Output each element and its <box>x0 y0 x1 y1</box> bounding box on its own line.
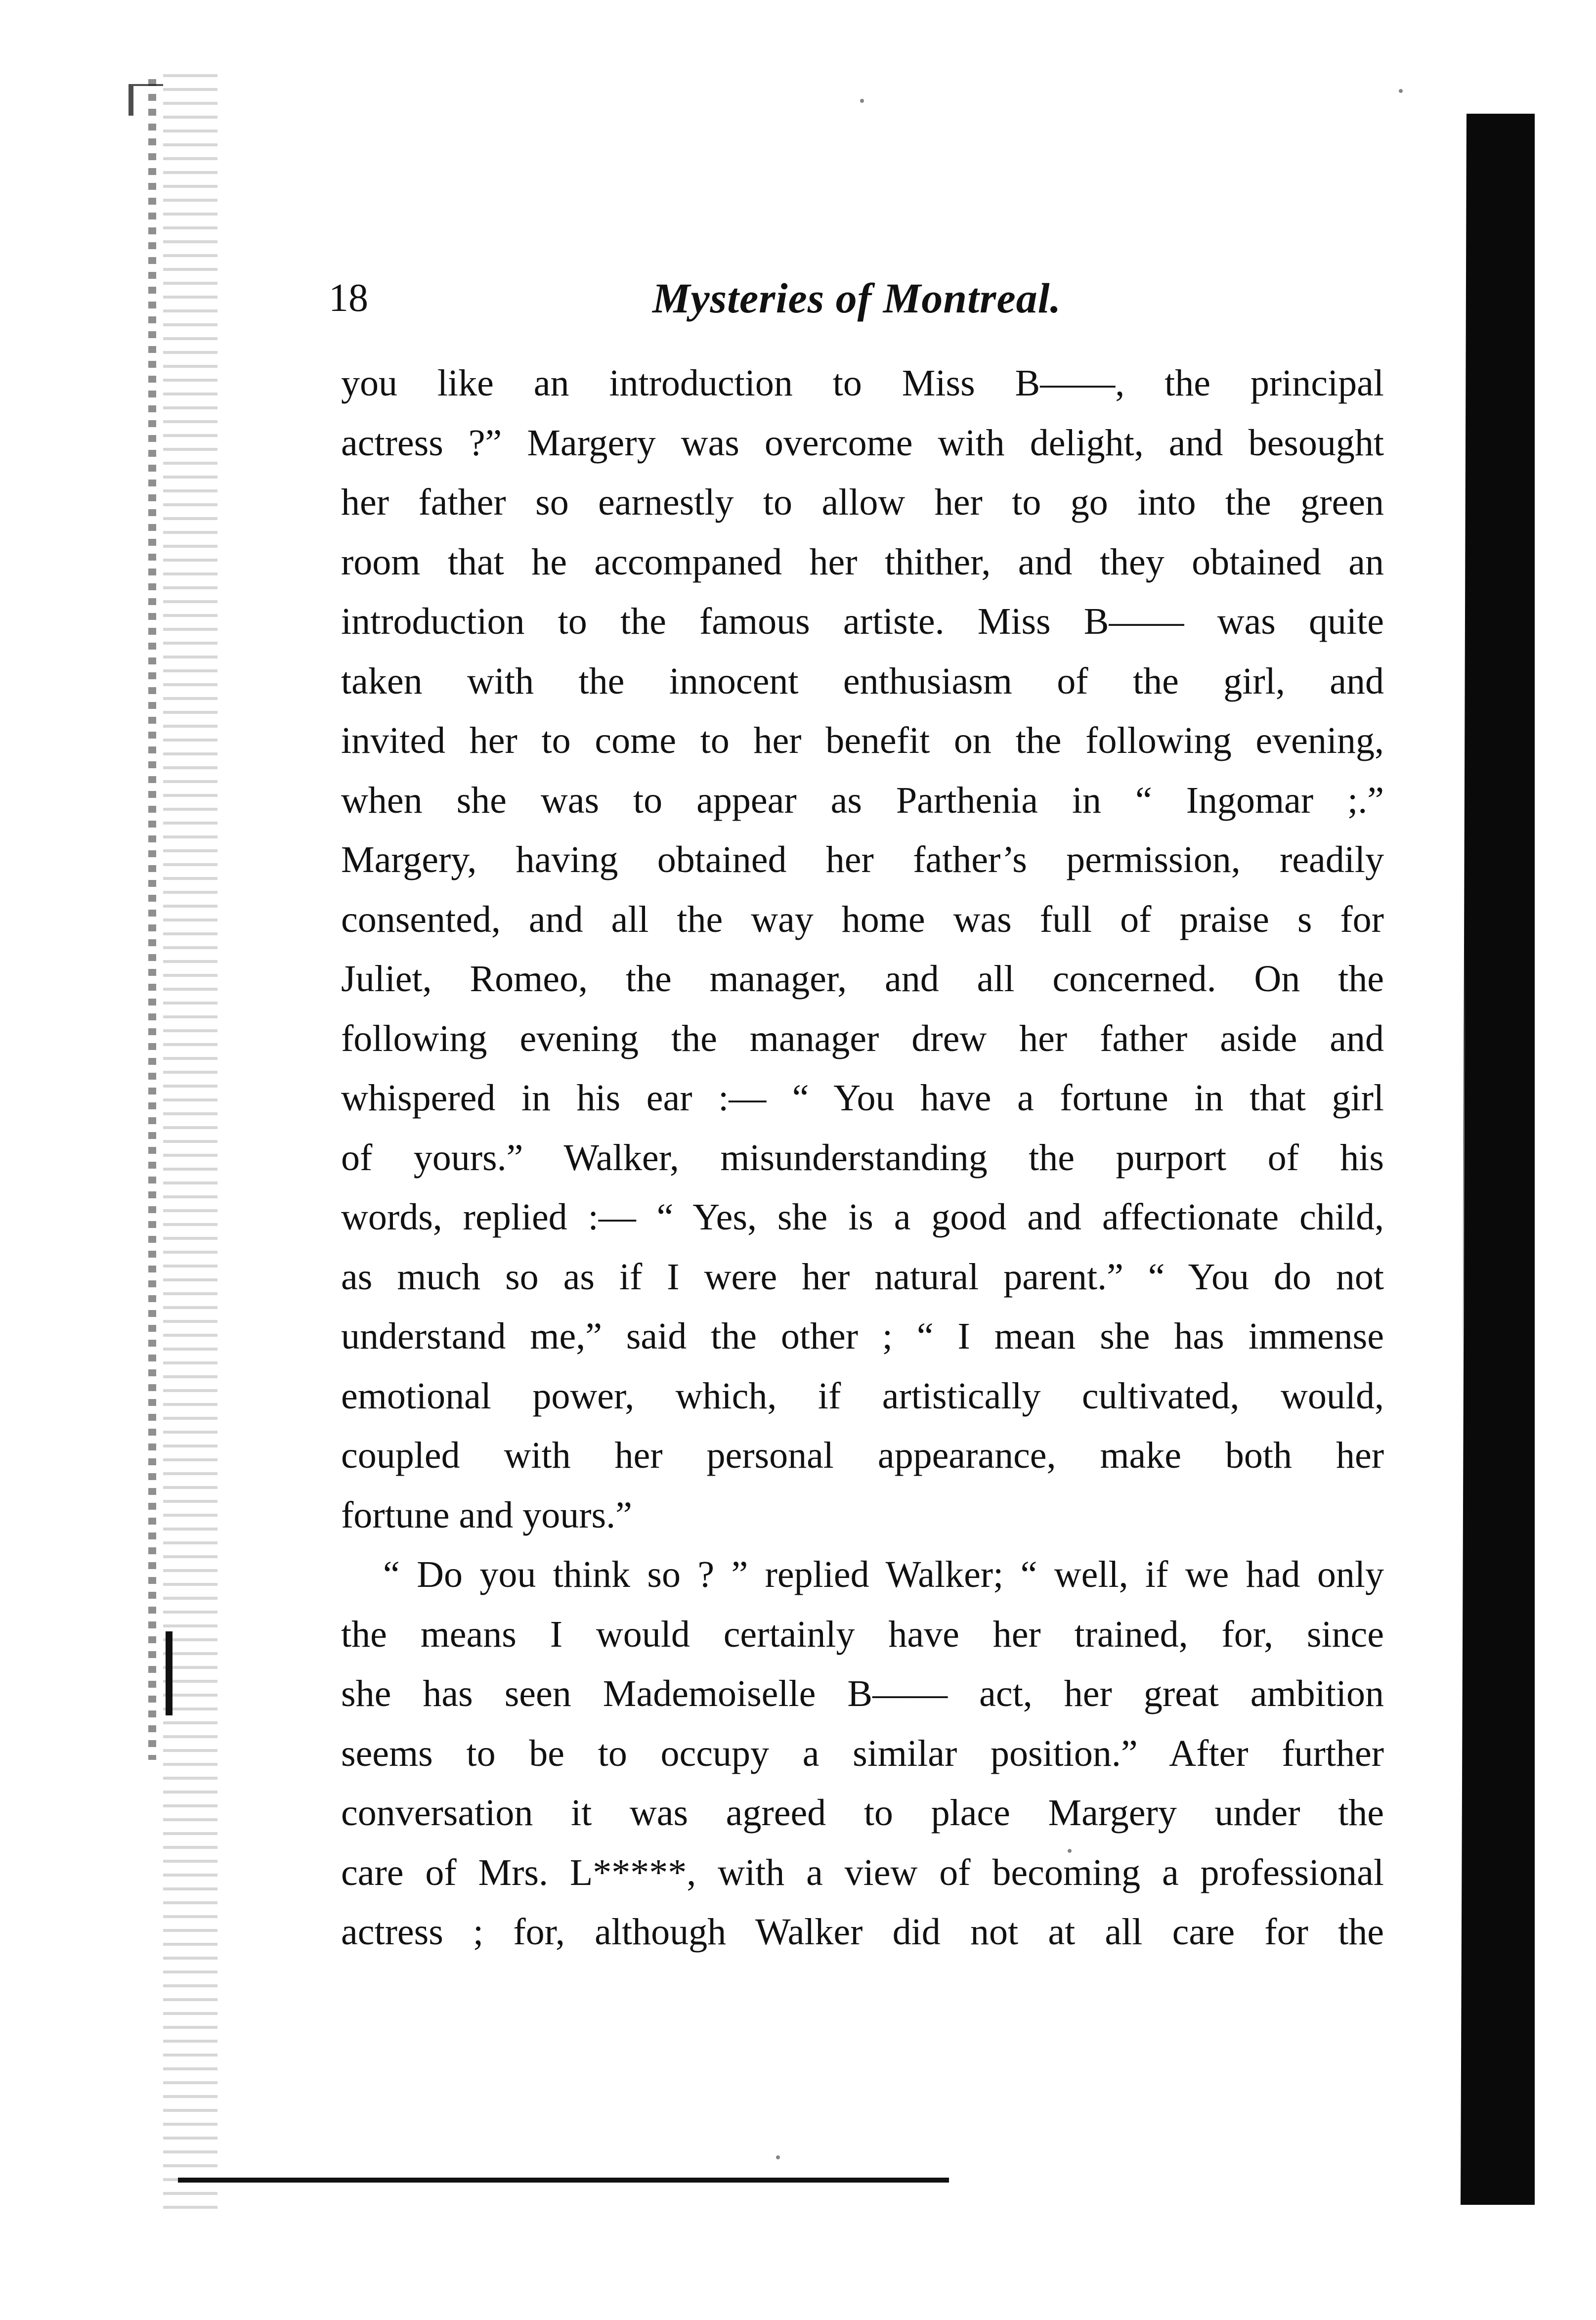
text-line: actress ; for, although Walker did not at all care for the <box>341 1911 1384 1953</box>
text-line: introduction to the famous artiste. Miss B—— was quite <box>341 601 1384 642</box>
paragraph-start-line: “ Do you think so ? ” replied Walker; “ well, if we had only <box>383 1554 1384 1595</box>
scan-speck <box>1399 89 1403 93</box>
scan-gutter-bar <box>166 1631 173 1715</box>
text-line: she has seen Mademoiselle B—— act, her great ambition <box>341 1673 1384 1714</box>
text-line: seems to be to occupy a similar position.” After further <box>341 1732 1384 1774</box>
scan-speck <box>860 99 864 103</box>
text-line: of yours.” Walker, misunderstanding the purport of his <box>341 1137 1384 1179</box>
text-line: invited her to come to her benefit on the following evening, <box>341 720 1384 761</box>
paragraph-end-line: fortune and yours.” <box>341 1494 632 1536</box>
text-line: following evening the manager drew her father aside and <box>341 1017 1384 1059</box>
text-line: emotional power, which, if artistically cultivated, would, <box>341 1375 1384 1417</box>
text-line: Juliet, Romeo, the manager, and all concerned. On the <box>341 958 1384 1000</box>
running-head <box>329 271 1092 325</box>
text-line: taken with the innocent enthusiasm of the girl, and <box>341 660 1384 702</box>
text-line: care of Mrs. L*****, with a view of becoming a professional <box>341 1851 1384 1893</box>
scan-corner-mark <box>129 84 163 116</box>
text-line: the means I would certainly have her trained, for, since <box>341 1613 1384 1655</box>
text-line: Margery, having obtained her father’s permission, readily <box>341 839 1384 880</box>
body-text <box>341 353 1384 1962</box>
text-line: her father so earnestly to allow her to go into the green <box>341 482 1384 523</box>
text-line: whispered in his ear :— “ You have a fortune in that girl <box>341 1077 1384 1119</box>
text-line: actress ?” Margery was overcome with delight, and besought <box>341 422 1384 464</box>
text-line: conversation it was agreed to place Margery under the <box>341 1792 1384 1834</box>
scan-left-edge-marks <box>148 79 156 1760</box>
page-number: 18 <box>329 276 368 320</box>
text-line: room that he accompaned her thither, and they obtained an <box>341 541 1384 583</box>
scan-bottom-rule <box>178 2178 949 2183</box>
text-line: understand me,” said the other ; “ I mean she has immense <box>341 1315 1384 1357</box>
scan-speck <box>776 2155 780 2159</box>
text-line: you like an introduction to Miss B——, the principal <box>341 362 1384 404</box>
scan-right-edge-shadow <box>1461 114 1535 2205</box>
running-title: Mysteries of Montreal. <box>652 274 1062 322</box>
text-line: consented, and all the way home was full of praise s for <box>341 898 1384 940</box>
text-line: coupled with her personal appearance, make both her <box>341 1435 1384 1476</box>
scan-gutter-shadow <box>163 74 217 2220</box>
text-line: words, replied :— “ Yes, she is a good and affectionate child, <box>341 1196 1384 1238</box>
text-line: as much so as if I were her natural parent.” “ You do not <box>341 1256 1384 1298</box>
text-line: when she was to appear as Parthenia in “ Ingomar ;.” <box>341 779 1384 821</box>
